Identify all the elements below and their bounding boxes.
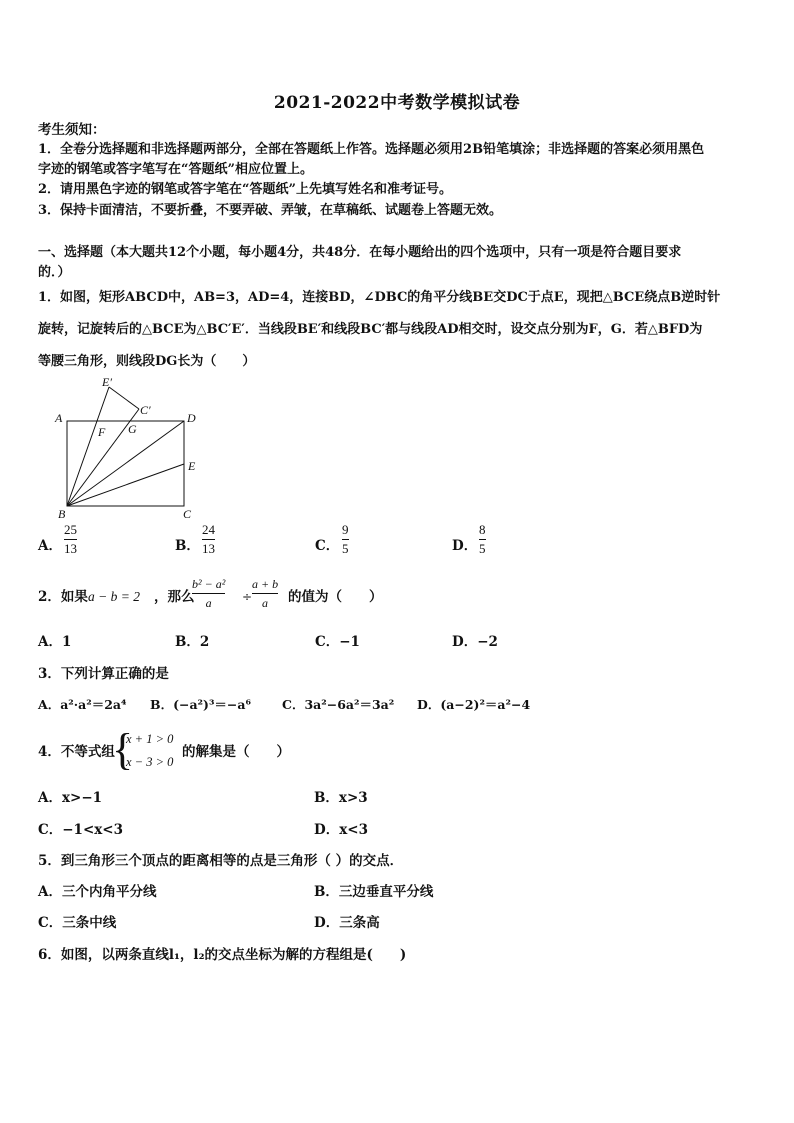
q4-inequality-2: x − 3 > 0 — [126, 755, 174, 769]
label-b: B — [58, 507, 66, 521]
q2-mid: ，那么 — [154, 589, 195, 605]
numerator: 9 — [342, 522, 349, 537]
notice-heading: 考生须知： — [38, 122, 106, 138]
q1-stem-line-3: 等腰三角形，则线段DG长为（ ） — [38, 354, 256, 369]
label-f: F — [98, 425, 106, 439]
q5-stem: 5．到三角形三个顶点的距离相等的点是三角形（ ）的交点． — [38, 853, 404, 869]
section-heading-line-1: 一、选择题（本大题共12个小题，每小题4分，共48分．在每小题给出的四个选项中，只有一项是符合题目要求 — [38, 245, 682, 260]
q4-system-brace: { — [112, 725, 134, 774]
q4-option-c[interactable]: C．−1<x<3 — [38, 822, 124, 838]
q4-prefix: 4．不等式组 — [38, 744, 115, 760]
q3-stem: 3．下列计算正确的是 — [38, 666, 169, 682]
q2-prefix: 2．如果 — [38, 589, 88, 605]
section-heading-line-2: 的．） — [38, 265, 71, 280]
q1-geometry-figure — [50, 372, 210, 522]
q2-condition: a − b = 2 — [88, 589, 140, 604]
segment-bd — [67, 421, 184, 506]
denominator: 5 — [479, 541, 486, 556]
label-e-prime: E′ — [102, 375, 112, 389]
segment-e-prime-c-prime — [109, 387, 139, 409]
q2-option-b[interactable]: B．2 — [175, 634, 210, 650]
q6-stem: 6．如图，以两条直线l₁，l₂的交点坐标为解的方程组是( ) — [38, 947, 407, 963]
q2-option-a[interactable]: A．1 — [38, 634, 72, 650]
q4-option-a[interactable]: A．x>−1 — [38, 790, 103, 806]
q2-suffix: 的值为（ ） — [288, 589, 383, 605]
notice-line-3: 3．保持卡面清洁，不要折叠，不要弄破、弄皱，在草稿纸、试题卷上答题无效。 — [38, 203, 503, 218]
q3-option-a[interactable]: A．a²·a²＝2a⁴ — [38, 697, 127, 712]
q4-option-d[interactable]: D．x<3 — [314, 822, 368, 838]
notice-line-1: 1．全卷分选择题和非选择题两部分，全部在答题纸上作答。选择题必须用2B铅笔填涂；非选择题的答案必须用黑色 — [38, 142, 705, 157]
label-d: D — [187, 411, 196, 425]
numerator: 8 — [479, 522, 486, 537]
denominator: 5 — [342, 541, 349, 556]
segment-be-prime — [67, 387, 109, 506]
numerator: 25 — [64, 522, 77, 537]
q1-stem-line-2: 旋转，记旋转后的△BCE为△BC′E′．当线段BE′和线段BC′都与线段AD相交时，设交点分别为F，G．若△BFD为 — [38, 322, 703, 337]
q3-option-d[interactable]: D．(a−2)²＝a²−4 — [417, 697, 531, 712]
q2-divide-sign: ÷ — [242, 590, 253, 604]
notice-line-1b: 字迹的钢笔或答字笔写在“答题纸”相应位置上。 — [38, 162, 313, 177]
q3-option-c[interactable]: C．3a²−6a²＝3a² — [282, 697, 395, 712]
q2-option-d[interactable]: D．−2 — [452, 634, 498, 650]
q5-option-c[interactable]: C．三条中线 — [38, 915, 117, 931]
q4-suffix: 的解集是（ ） — [182, 744, 290, 760]
q3-option-b[interactable]: B．(−a²)³＝−a⁶ — [150, 697, 251, 712]
label-c-prime: C′ — [140, 403, 151, 417]
numerator: a + b — [252, 577, 279, 591]
q2-fraction-1 — [192, 576, 225, 611]
label-g: G — [128, 422, 137, 436]
denominator: a — [262, 596, 269, 610]
q1-stem-line-1: 1．如图，矩形ABCD中，AB=3，AD=4，连接BD，∠DBC的角平分线BE交DC于点E，现把△BCE绕点B逆时针 — [38, 290, 721, 305]
q2-fraction-2 — [252, 576, 278, 611]
page-title: 2021-2022中考数学模拟试卷 — [273, 93, 521, 113]
option-letter: C． — [315, 538, 340, 554]
numerator: 24 — [202, 522, 215, 537]
denominator: a — [205, 596, 212, 610]
option-letter: A． — [38, 538, 62, 554]
option-fraction — [342, 522, 349, 557]
q5-option-a[interactable]: A．三个内角平分线 — [38, 884, 157, 900]
option-letter: D． — [452, 538, 478, 554]
option-fraction — [64, 522, 77, 557]
option-letter: B． — [175, 538, 200, 554]
q4-inequality-1: x + 1 > 0 — [126, 732, 174, 746]
numerator: b² − a² — [192, 577, 226, 591]
denominator: 13 — [64, 541, 77, 556]
option-fraction — [202, 522, 215, 557]
q4-option-b[interactable]: B．x>3 — [314, 790, 368, 806]
segment-be — [67, 464, 184, 506]
label-c: C — [183, 507, 192, 521]
label-a: A — [55, 411, 63, 425]
denominator: 13 — [202, 541, 215, 556]
q5-option-b[interactable]: B．三边垂直平分线 — [314, 884, 434, 900]
q5-option-d[interactable]: D．三条高 — [314, 915, 380, 931]
q2-option-c[interactable]: C．−1 — [315, 634, 360, 650]
option-fraction — [479, 522, 486, 557]
label-e: E — [188, 459, 196, 473]
notice-line-2: 2．请用黑色字迹的钢笔或答字笔在“答题纸”上先填写姓名和准考证号。 — [38, 182, 453, 197]
